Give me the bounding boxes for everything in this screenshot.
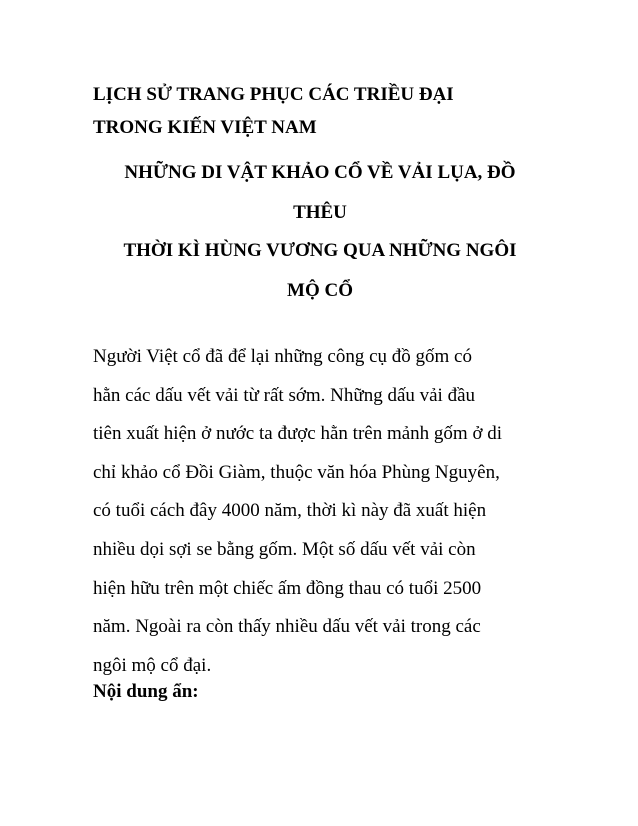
subtitle-line: THỜI KÌ HÙNG VƯƠNG QUA NHỮNG NGÔI — [123, 240, 517, 261]
document-title — [93, 78, 553, 144]
paragraph-line: hằn các dấu vết vải từ rất sớm. Những dấu vải đầu — [93, 384, 476, 406]
title-line: LỊCH SỬ TRANG PHỤC CÁC TRIỀU ĐẠI — [93, 84, 454, 105]
subtitle-line: NHỮNG DI VẬT KHẢO CỔ VỀ VẢI LỤA, ĐỒ — [124, 162, 516, 183]
paragraph-line: Người Việt cổ đã để lại những công cụ đồ gốm có — [93, 346, 472, 367]
paragraph-line: năm. Ngoài ra còn thấy nhiều dấu vết vải trong các — [93, 616, 481, 638]
body-paragraph — [93, 338, 563, 685]
paragraph-line: chỉ khảo cổ Đồi Giàm, thuộc văn hóa Phùng Nguyên, — [93, 461, 500, 483]
paragraph-line: ngôi mộ cổ đại. — [93, 654, 212, 676]
hidden-content-label: Nội dung ẩn: — [93, 681, 199, 702]
paragraph-line: hiện hữu trên một chiếc ấm đồng thau có tuổi 2500 — [93, 577, 482, 599]
paragraph-line: tiên xuất hiện ở nước ta được hằn trên mảnh gốm ở di — [93, 423, 503, 445]
section-heading-silk-embroidery — [80, 153, 560, 233]
title-line: TRONG KIẾN VIỆT NAM — [93, 117, 317, 138]
subtitle-line: MỘ CỔ — [287, 280, 353, 301]
section-heading-hung-vuong-tombs — [80, 231, 560, 311]
subtitle-line: THÊU — [293, 202, 347, 223]
paragraph-line: có tuổi cách đây 4000 năm, thời kì này đã xuất hiện — [93, 500, 487, 522]
paragraph-line: nhiều dọi sợi se bằng gốm. Một số dấu vết vải còn — [93, 538, 476, 560]
